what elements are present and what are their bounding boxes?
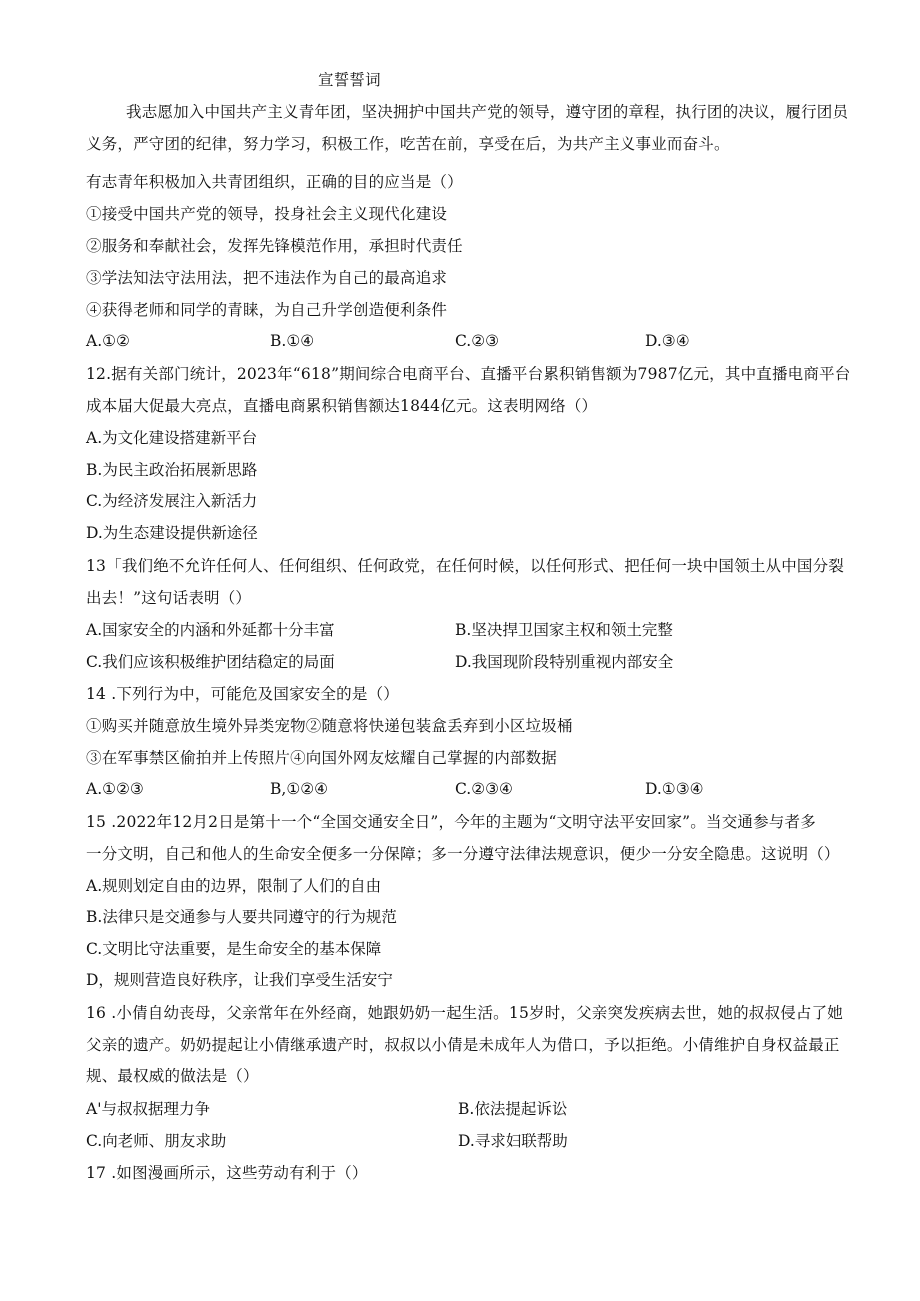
statement-item: ③在军事禁区偷拍并上传照片④向国外网友炫耀自己掌握的内部数据 <box>86 749 558 767</box>
answer-option-b: B.坚决捍卫国家主权和领土完整 <box>455 621 673 639</box>
statement-item: ①接受中国共产党的领导，投身社会主义现代化建设 <box>86 205 448 223</box>
question-stem: 13「我们绝不允许任何人、任何组织、任何政党，在任何时候，以任何形式、把任何一块中国领土从中国分裂 <box>86 557 845 575</box>
answer-option-b: B.依法提起诉讼 <box>458 1100 568 1118</box>
answer-option-d: D.寻求妇联帮助 <box>458 1132 568 1150</box>
question-stem: 有志青年积极加入共青团组织，正确的目的应当是（） <box>86 173 463 191</box>
answer-option-d: D.①③④ <box>645 780 704 798</box>
question-stem: 16 .小倩自幼丧母，父亲常年在外经商，她跟奶奶一起生活。15岁时，父亲突发疾病去世，她的叔叔侵占了她 <box>86 1004 844 1022</box>
question-stem: 成本届大促最大亮点，直播电商累积销售额达1844亿元。这表明网络（） <box>86 397 598 415</box>
answer-option-a: A.为文化建设搭建新平台 <box>86 429 258 447</box>
answer-option-b: B.为民主政治拓展新思路 <box>86 461 258 479</box>
oath-title: 宣誓誓词 <box>318 71 381 89</box>
statement-item: ①购买并随意放生境外异类宠物②随意将快递包装盒丢弃到小区垃圾桶 <box>86 717 573 735</box>
question-stem: 出去！”这句话表明（） <box>86 589 252 607</box>
answer-option-d: D，规则营造良好秩序，让我们享受生活安宁 <box>86 971 393 989</box>
question-stem: 12.据有关部门统计，2023年“618”期间综合电商平台、直播平台累积销售额为7987亿元，其中直播电商平台 <box>86 365 851 383</box>
answer-option-d: D.③④ <box>645 332 690 350</box>
oath-text-line: 我志愿加入中国共产主义青年团，坚决拥护中国共产党的领导，遵守团的章程，执行团的决议，履行团员 <box>126 103 849 121</box>
answer-option-c: C.向老师、朋友求助 <box>86 1132 227 1150</box>
answer-option-a: A.①② <box>86 332 130 350</box>
answer-option-b: B.法律只是交通参与人要共同遵守的行为规范 <box>86 908 397 926</box>
statement-item: ④获得老师和同学的青睐，为自己升学创造便利条件 <box>86 301 448 319</box>
question-stem: 17 .如图漫画所示，这些劳动有利于（） <box>86 1164 368 1182</box>
statement-item: ②服务和奉献社会，发挥先锋模范作用，承担时代责任 <box>86 237 463 255</box>
answer-option-d: D.我国现阶段特别重视内部安全 <box>455 653 674 671</box>
answer-option-c: C.文明比守法重要，是生命安全的基本保障 <box>86 940 382 958</box>
oath-text-line: 义务，严守团的纪律，努力学习，积极工作，吃苦在前，享受在后，为共产主义事业而奋斗。 <box>86 135 730 153</box>
answer-option-a: A'与叔叔据理力争 <box>86 1100 210 1118</box>
answer-option-a: A.①②③ <box>86 780 144 798</box>
answer-option-c: C.我们应该积极维护团结稳定的局面 <box>86 653 335 671</box>
question-stem: 一分文明，自己和他人的生命安全便多一分保障；多一分遵守法律法规意识，便少一分安全隐患。这说明（） <box>86 845 840 863</box>
answer-option-d: D.为生态建设提供新途径 <box>86 524 258 542</box>
answer-option-c: C.②③④ <box>455 780 513 798</box>
answer-option-a: A.国家安全的内涵和外延都十分丰富 <box>86 621 335 639</box>
answer-option-b: B,①②④ <box>270 780 329 798</box>
answer-option-c: C.②③ <box>455 332 500 350</box>
question-stem: 父亲的遗产。奶奶提起让小倩继承遗产时，叔叔以小倩是未成年人为借口，予以拒绝。小倩维护自身权益最正 <box>86 1036 840 1054</box>
statement-item: ③学法知法守法用法，把不违法作为自己的最高追求 <box>86 269 448 287</box>
answer-option-a: A.规则划定自由的边界，限制了人们的自由 <box>86 877 382 895</box>
question-stem: 规、最权威的做法是（） <box>86 1067 259 1085</box>
answer-option-b: B.①④ <box>270 332 315 350</box>
question-stem: 15 .2022年12月2日是第十一个“全国交通安全日”，今年的主题为“文明守法平安回家”。当交通参与者多 <box>86 813 816 831</box>
answer-option-c: C.为经济发展注入新活力 <box>86 492 258 510</box>
question-stem: 14 .下列行为中，可能危及国家安全的是（） <box>86 685 399 703</box>
